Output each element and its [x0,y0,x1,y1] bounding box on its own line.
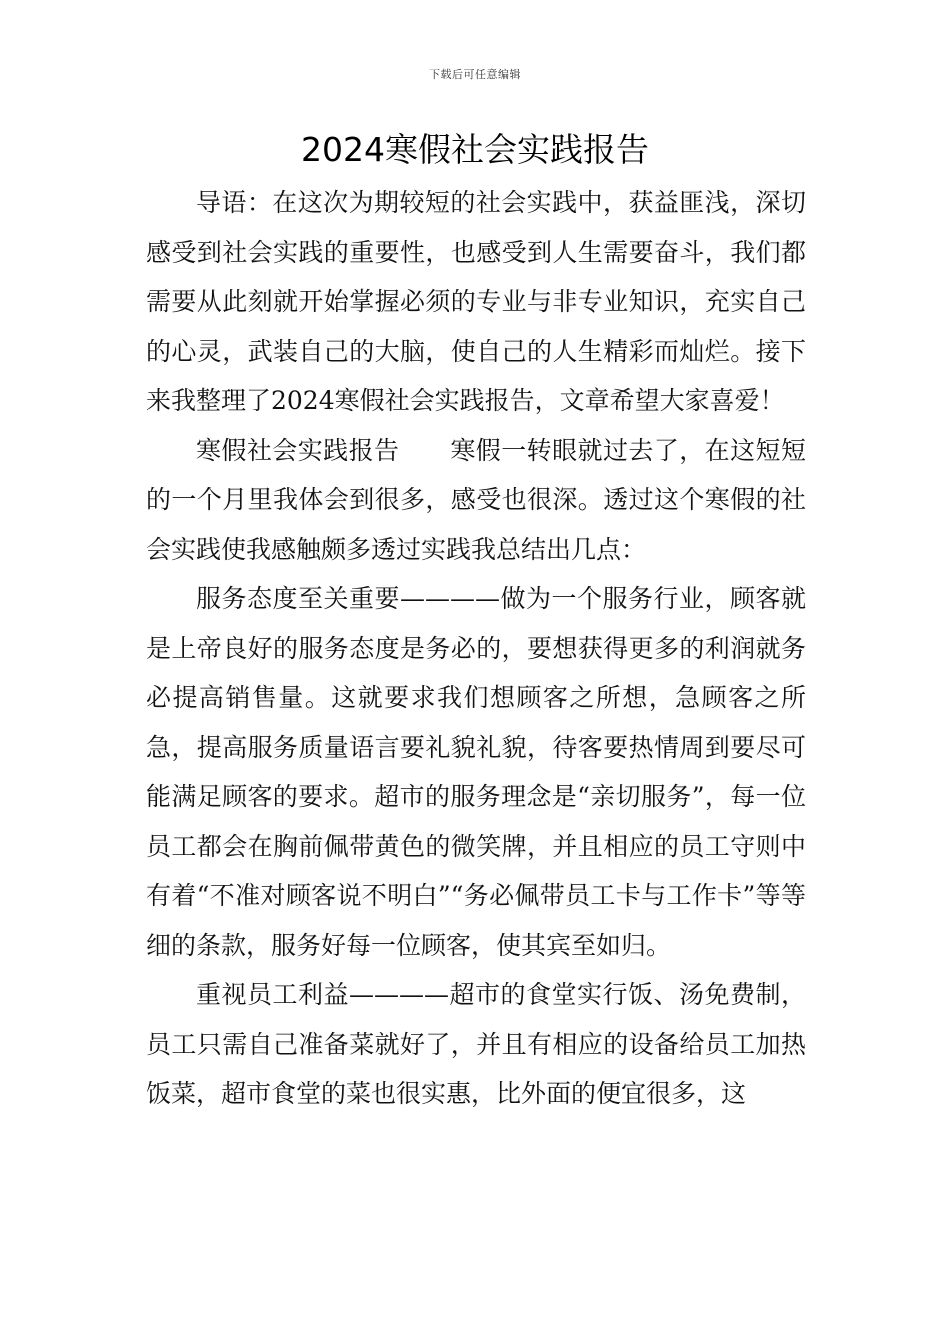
document-body [146,178,806,1119]
paragraph-service-attitude: 服务态度至关重要————做为一个服务行业，顾客就是上帝良好的服务态度是务必的，要想获得更多的利润就务必提高销售量。这就要求我们想顾客之所想，急顾客之所急，提高服务质量语言要礼貌礼貌，待客要热情周到要尽可能满足顾客的要求。超市的服务理念是“亲切服务”，每一位员工都会在胸前佩带黄色的微笑牌，并且相应的员工守则中有着“不准对顾客说不明白”“务必佩带员工卡与工作卡”等等细的条款，服务好每一位顾客，使其宾至如归。 [146,584,806,960]
download-note: 下载后可任意编辑 [429,68,521,81]
paragraph-intro: 导语：在这次为期较短的社会实践中，获益匪浅，深切感受到社会实践的重要性，也感受到人生需要奋斗，我们都需要从此刻就开始掌握必须的专业与非专业知识，充实自己的心灵，武装自己的大脑，使自己的人生精彩而灿烂。接下来我整理了2024寒假社会实践报告，文章希望大家喜爱！ [146,188,806,415]
document-title: 2024寒假社会实践报告 [301,130,649,169]
paragraph-employee-benefits: 重视员工利益————超市的食堂实行饭、汤免费制，员工只需自己准备菜就好了，并且有相应的设备给员工加热饭菜，超市食堂的菜也很实惠，比外面的便宜很多，这 [146,980,806,1108]
paragraph-report-opening: 寒假社会实践报告 寒假一转眼就过去了，在这短短的一个月里我体会到很多，感受也很深。透过这个寒假的社会实践使我感触颇多透过实践我总结出几点： [146,435,806,564]
